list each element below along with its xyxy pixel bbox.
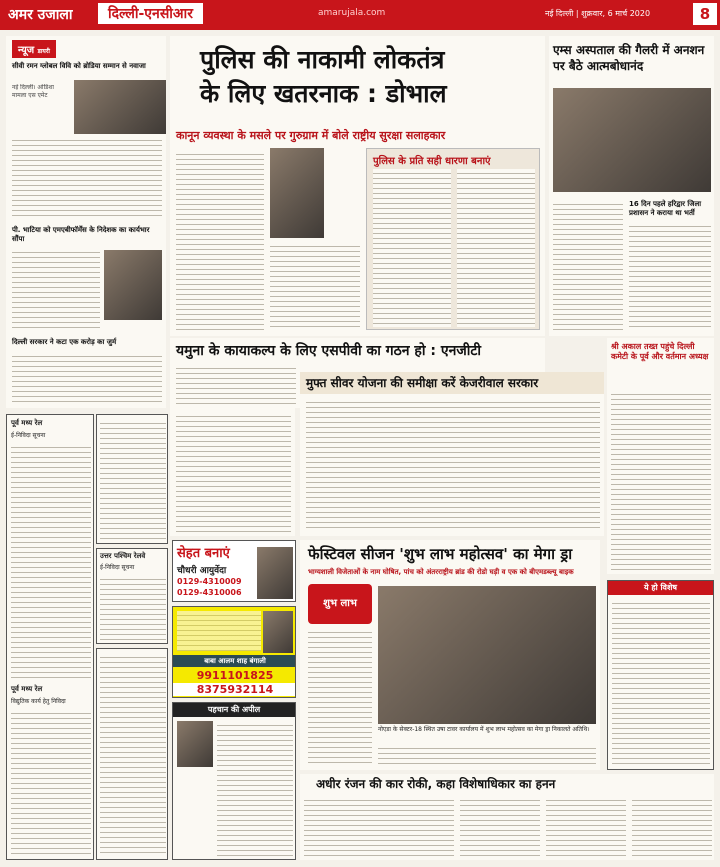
award-photo xyxy=(74,80,166,134)
nwr-title: उत्तर पश्चिम रेलवे xyxy=(100,552,146,560)
appeal-photo xyxy=(177,721,213,767)
adheer-body-2 xyxy=(546,796,626,856)
baba-ad-body xyxy=(177,611,261,651)
lead-story xyxy=(170,36,545,336)
railway-body xyxy=(11,443,91,679)
lead-subhead: कानून व्यवस्था के मसले पर गुरुग्राम में बोले राष्ट्रीय सुरक्षा सलाहकार xyxy=(176,129,446,142)
festival-caption: नोएडा के सेक्टर-18 स्थित उषा टावर कार्यालय में शुभ लाभ महोत्सव का मेगा ड्रा निकालते अतिथि। xyxy=(378,726,590,733)
baba-photo xyxy=(263,611,293,653)
nwr-body xyxy=(100,575,166,641)
aiims-second-headline: 16 दिन पहले हरिद्वार जिला प्रशासन ने कराया था भर्ती xyxy=(629,200,702,217)
festival-subhead: भाग्यशाली विजेताओं के नाम घोषित, पांच को अंतरराष्ट्रीय ब्रांड की रोडो घड़ी व एक को बीएमडब्ल्यू बाइक xyxy=(308,568,574,576)
baba-phone-1: 9911101825 xyxy=(196,669,274,682)
adheer-left-column xyxy=(304,796,454,856)
yamuna-body-2 xyxy=(176,412,291,532)
adheer-body-1 xyxy=(460,796,540,856)
special-box-body xyxy=(612,599,710,767)
lead-body-col-2 xyxy=(270,242,360,330)
short-headline-1: सीवी रमन ग्लोबल विवि को ब्रोडिया सम्मान से नवाजा xyxy=(12,62,146,70)
aiims-body-2 xyxy=(629,222,711,330)
festival-headline: फेस्टिवल सीजन 'शुभ लाभ महोत्सव' का मेगा ड्रा xyxy=(308,545,573,563)
lead-inset-title: पुलिस के प्रति सही धारणा बनाएं xyxy=(373,156,491,167)
appeal-body xyxy=(217,721,293,857)
railway-subtitle-2: विद्युतिक कार्य हेतु निविदा xyxy=(11,698,66,705)
lead-inset-body-2 xyxy=(457,169,535,327)
clinic-name: चौधरी आयुर्वेदा xyxy=(177,566,227,576)
masthead xyxy=(0,0,720,30)
date-line: नई दिल्ली | शुक्रवार, 6 मार्च 2020 xyxy=(545,9,651,18)
page-number: 8 xyxy=(693,3,717,25)
clinic-ad xyxy=(172,540,296,602)
clinic-phone-2: 0129-4310006 xyxy=(177,588,242,597)
festival-body-2 xyxy=(378,744,596,766)
aiims-body-1 xyxy=(553,200,623,330)
nwr-subtitle: ई-निविदा सूचना xyxy=(100,564,135,571)
akal-takht-headline: श्री अकाल तख्त पहुंचे दिल्ली कमेटी के पूर्व और वर्तमान अध्यक्ष xyxy=(611,342,709,361)
notice-3-body xyxy=(100,653,166,857)
clinic-phone-1: 0129-4310009 xyxy=(177,577,242,586)
news-short-tag2: डायरी xyxy=(37,48,50,55)
baba-ad xyxy=(172,606,296,698)
yamuna-body xyxy=(176,364,296,406)
railway-title: पूर्व मध्य रेल xyxy=(11,419,43,427)
short-byline-1: नई दिल्ली। ओडिशा मामला एस एमेट xyxy=(12,84,54,99)
railway-body-2 xyxy=(11,709,91,857)
festival-logo-text: शुभ लाभ xyxy=(323,598,357,609)
news-short-column xyxy=(6,36,166,408)
short-headline-3: दिल्ली सरकार ने कटा एक करोड़ का जुर्म xyxy=(12,338,117,346)
baba-name: बाबा आलम शाह बंगाली xyxy=(173,655,296,667)
lead-headline-line-2: के लिए खतरनाक : डोभाल xyxy=(200,79,447,108)
festival-story xyxy=(300,540,600,770)
sewer-headline: मुफ्त सीवर योजना की समीक्षा करें केजरीवाल सरकार xyxy=(306,376,539,390)
festival-body-1 xyxy=(308,628,372,766)
notice-1-body xyxy=(100,419,166,539)
short-body-2 xyxy=(12,248,100,332)
special-box xyxy=(607,580,714,770)
news-short-tag: न्यूज xyxy=(18,45,35,56)
adheer-body-3 xyxy=(632,796,712,856)
clinic-model-photo xyxy=(257,547,293,599)
bhatia-photo xyxy=(104,250,162,320)
adheer-headline: अधीर रंजन की कार रोकी, कहा विशेषाधिकार का हनन xyxy=(316,777,556,791)
lead-body-col-1 xyxy=(176,150,264,330)
baba-phone-2: 8375932114 xyxy=(173,683,296,696)
identification-appeal xyxy=(172,702,296,860)
short-headline-2: पी. भाटिया को एमएबीफॉर्मेंस के निदेशक का कार्यभार सौंपा xyxy=(12,226,150,243)
adheer-story xyxy=(300,774,714,860)
paper-name: अमर उजाला xyxy=(8,7,73,23)
akal-takht-story xyxy=(607,338,714,574)
special-box-title: ये हो विशेष xyxy=(608,581,713,595)
railway-tender xyxy=(6,414,94,860)
aiims-photo xyxy=(553,88,711,192)
yamuna-continued xyxy=(170,408,295,536)
lead-headline-line-1: पुलिस की नाकामी लोकतंत्र xyxy=(200,45,445,74)
akal-takht-body xyxy=(611,390,711,570)
short-body-3 xyxy=(12,352,162,404)
sewer-headline-box xyxy=(300,372,604,394)
festival-photo xyxy=(378,586,596,724)
notice-3 xyxy=(96,648,168,860)
appeal-title: पहचान की अपील xyxy=(173,703,295,717)
yamuna-headline: यमुना के कायाकल्प के लिए एसपीवी का गठन हो : एनजीटी xyxy=(176,343,482,359)
sewer-body xyxy=(306,398,600,532)
sewer-story xyxy=(300,372,604,536)
city-edition: दिल्ली-एनसीआर xyxy=(98,3,203,24)
doval-photo xyxy=(270,148,324,238)
railway-title-2: पूर्व मध्य रेल xyxy=(11,685,43,693)
lead-inset-box xyxy=(366,148,540,330)
railway-subtitle: ई-निविदा सूचना xyxy=(11,432,46,439)
website[interactable]: amarujala.com xyxy=(318,8,386,18)
notice-1 xyxy=(96,414,168,544)
short-body-1 xyxy=(12,136,162,220)
aiims-headline: एम्स अस्पताल की गैलरी में अनशन पर बैठे आत्मबोधानंद xyxy=(553,43,705,73)
festival-logo xyxy=(308,584,372,624)
north-western-railway xyxy=(96,548,168,644)
clinic-banner: सेहत बनाएं xyxy=(177,546,230,561)
lead-inset-body-1 xyxy=(373,169,451,327)
aiims-story xyxy=(549,36,714,336)
